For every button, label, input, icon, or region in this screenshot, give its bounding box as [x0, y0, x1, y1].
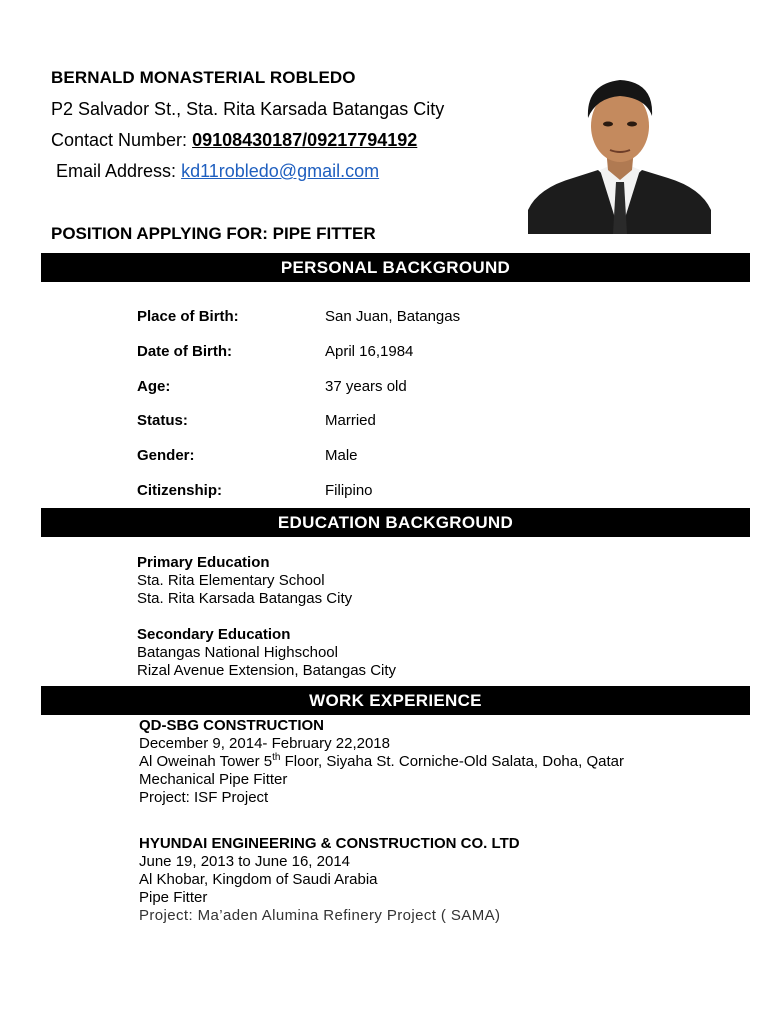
education-location: Rizal Avenue Extension, Batangas City: [137, 662, 397, 679]
work-location-superscript: th: [272, 752, 281, 763]
personal-value: Married: [325, 412, 376, 429]
personal-label: Place of Birth:: [137, 308, 239, 325]
personal-value: Male: [325, 447, 358, 464]
section-header-education: EDUCATION BACKGROUND: [41, 508, 750, 537]
work-entry: [139, 835, 520, 925]
personal-value: 37 years old: [325, 378, 407, 395]
personal-value: Filipino: [325, 482, 373, 499]
work-dates: December 9, 2014- February 22,2018: [139, 735, 390, 752]
work-location: Al Khobar, Kingdom of Saudi Arabia: [139, 871, 378, 888]
work-role: Mechanical Pipe Fitter: [139, 771, 288, 788]
work-location-part: Al Oweinah Tower 5: [139, 753, 273, 770]
education-entry: [137, 554, 352, 608]
email-address: [56, 161, 379, 182]
work-project: Project: Ma’aden Alumina Refinery Project ( SAMA): [139, 907, 501, 924]
personal-value: San Juan, Batangas: [325, 308, 461, 325]
work-dates: June 19, 2013 to June 16, 2014: [139, 853, 351, 870]
position-applying: POSITION APPLYING FOR: PIPE FITTER: [51, 224, 376, 243]
contact-label: Contact Number:: [51, 130, 193, 150]
work-role: Pipe Fitter: [139, 889, 208, 906]
personal-label: Date of Birth:: [137, 343, 232, 360]
education-entry: [137, 626, 396, 680]
education-school: Sta. Rita Elementary School: [137, 572, 325, 589]
applicant-name: BERNALD MONASTERIAL ROBLEDO: [51, 68, 356, 87]
personal-label: Gender:: [137, 447, 195, 464]
email-link[interactable]: kd11robledo@gmail.com: [181, 161, 380, 181]
education-school: Batangas National Highschool: [137, 644, 338, 661]
section-header-work: WORK EXPERIENCE: [41, 686, 750, 715]
education-level: Primary Education: [137, 554, 270, 571]
education-location: Sta. Rita Karsada Batangas City: [137, 590, 353, 607]
education-level: Secondary Education: [137, 626, 291, 643]
work-entry: [139, 717, 624, 807]
work-location: [139, 753, 624, 771]
applicant-photo: [528, 70, 711, 234]
personal-label: Citizenship:: [137, 482, 222, 499]
contact-number-value[interactable]: 09108430187/09217794192: [192, 130, 418, 150]
section-header-personal: PERSONAL BACKGROUND: [41, 253, 750, 282]
personal-label: Age:: [137, 378, 171, 395]
applicant-address: P2 Salvador St., Sta. Rita Karsada Batangas City: [51, 99, 445, 119]
email-label: Email Address:: [56, 161, 182, 181]
personal-value: April 16,1984: [325, 343, 414, 360]
work-location-part: Floor, Siyaha St. Corniche-Old Salata, Doha, Qatar: [280, 753, 624, 770]
work-project: Project: ISF Project: [139, 789, 269, 806]
work-company: HYUNDAI ENGINEERING & CONSTRUCTION CO. LTD: [139, 835, 520, 852]
work-company: QD-SBG CONSTRUCTION: [139, 717, 324, 734]
personal-label: Status:: [137, 412, 188, 429]
contact-number: [51, 130, 417, 151]
